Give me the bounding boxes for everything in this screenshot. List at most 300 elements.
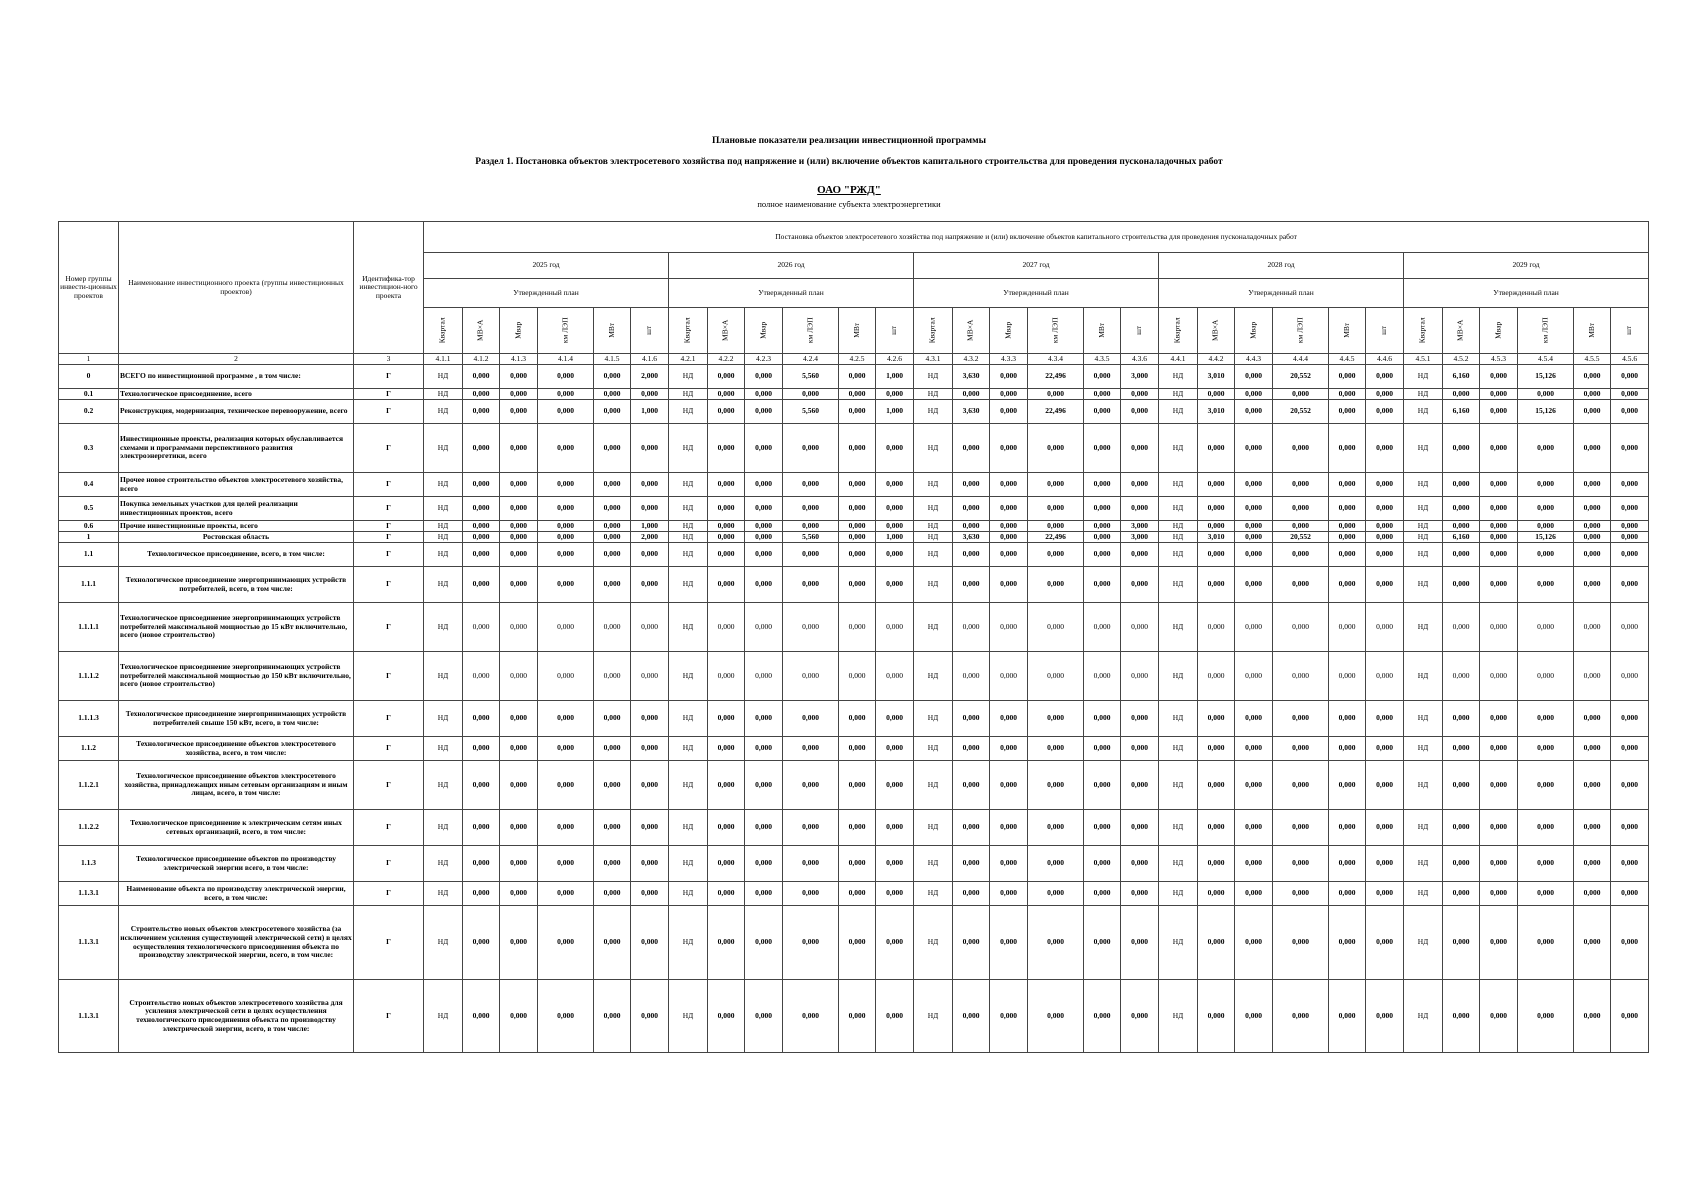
cell-quarter: НД [914, 567, 953, 603]
cell-value: 0,000 [953, 652, 990, 701]
cell-value: 0,000 [1443, 389, 1480, 400]
row-number: 1.1.1.3 [59, 701, 119, 737]
cell-value: 0,000 [1518, 652, 1574, 701]
header-unit [1518, 308, 1574, 354]
cell-value: 0,000 [876, 906, 914, 980]
column-code: 4.1.6 [631, 354, 669, 365]
header-year: 2026 год [669, 253, 914, 279]
row-identifier: Г [354, 543, 424, 567]
cell-value: 0,000 [1273, 389, 1329, 400]
cell-quarter: НД [1404, 652, 1443, 701]
cell-quarter: НД [424, 980, 463, 1053]
cell-value: 0,000 [1443, 567, 1480, 603]
cell-value: 15,126 [1518, 365, 1574, 389]
cell-value: 0,000 [594, 567, 631, 603]
cell-value: 0,000 [1028, 473, 1084, 497]
cell-value: 0,000 [1611, 497, 1649, 521]
cell-value: 0,000 [1028, 810, 1084, 846]
cell-value: 0,000 [953, 761, 990, 810]
column-code: 4.2.2 [708, 354, 745, 365]
cell-value: 0,000 [1121, 603, 1159, 652]
cell-value: 0,000 [538, 761, 594, 810]
cell-value: 0,000 [631, 652, 669, 701]
cell-value: 0,000 [708, 701, 745, 737]
cell-value: 0,000 [1235, 473, 1273, 497]
cell-value: 0,000 [1235, 761, 1273, 810]
header-year: 2028 год [1159, 253, 1404, 279]
column-code: 4.2.3 [745, 354, 783, 365]
cell-value: 0,000 [1273, 846, 1329, 882]
header-unit [631, 308, 669, 354]
cell-value: 0,000 [594, 882, 631, 906]
cell-value: 3,000 [1121, 532, 1159, 543]
cell-value: 0,000 [538, 543, 594, 567]
cell-value: 0,000 [594, 521, 631, 532]
cell-value: 0,000 [500, 701, 538, 737]
cell-value: 0,000 [538, 567, 594, 603]
row-identifier: Г [354, 365, 424, 389]
cell-value: 0,000 [463, 761, 500, 810]
cell-value: 20,552 [1273, 365, 1329, 389]
cell-value: 0,000 [745, 603, 783, 652]
column-code: 4.3.5 [1084, 354, 1121, 365]
header-unit [1273, 308, 1329, 354]
cell-value: 0,000 [463, 906, 500, 980]
cell-value: 0,000 [1443, 980, 1480, 1053]
table-row [59, 400, 1649, 424]
organization-caption: полное наименование субъекта электроэнергетики [757, 199, 941, 209]
column-index: 1 [59, 354, 119, 365]
header-plan: Утвержденный план [1159, 279, 1404, 308]
investment-plan-table [58, 221, 1649, 1053]
cell-value: 0,000 [594, 365, 631, 389]
cell-value: 0,000 [1198, 906, 1235, 980]
cell-value: 22,496 [1028, 365, 1084, 389]
cell-value: 0,000 [953, 737, 990, 761]
cell-value: 0,000 [1235, 882, 1273, 906]
cell-value: 0,000 [1084, 882, 1121, 906]
cell-value: 0,000 [1480, 810, 1518, 846]
cell-value: 0,000 [1480, 473, 1518, 497]
cell-value: 0,000 [1518, 701, 1574, 737]
cell-value: 0,000 [463, 389, 500, 400]
cell-value: 0,000 [876, 543, 914, 567]
cell-value: 0,000 [1518, 846, 1574, 882]
cell-value: 0,000 [1611, 652, 1649, 701]
cell-value: 0,000 [1480, 906, 1518, 980]
cell-value: 0,000 [1084, 980, 1121, 1053]
row-project-name: Технологическое присоединение объектов по производству электрической энергии всего, в том числе: [119, 846, 354, 882]
cell-value: 0,000 [594, 424, 631, 473]
cell-value: 0,000 [876, 761, 914, 810]
cell-value: 0,000 [1235, 701, 1273, 737]
cell-quarter: НД [1159, 532, 1198, 543]
cell-value: 0,000 [1366, 424, 1404, 473]
row-identifier: Г [354, 389, 424, 400]
cell-value: 0,000 [1480, 701, 1518, 737]
cell-quarter: НД [914, 737, 953, 761]
cell-value: 0,000 [876, 603, 914, 652]
cell-value: 0,000 [1121, 737, 1159, 761]
row-number: 1.1.1.1 [59, 603, 119, 652]
cell-value: 0,000 [1235, 543, 1273, 567]
cell-value: 0,000 [463, 473, 500, 497]
cell-value: 0,000 [1574, 497, 1611, 521]
cell-value: 0,000 [538, 400, 594, 424]
cell-value: 0,000 [1028, 980, 1084, 1053]
cell-value: 0,000 [783, 521, 839, 532]
cell-value: 0,000 [1574, 400, 1611, 424]
cell-value: 0,000 [876, 701, 914, 737]
row-identifier: Г [354, 906, 424, 980]
row-identifier: Г [354, 424, 424, 473]
header-plan: Утвержденный план [1404, 279, 1649, 308]
cell-value: 0,000 [631, 603, 669, 652]
cell-value: 0,000 [1574, 737, 1611, 761]
cell-value: 0,000 [1235, 389, 1273, 400]
cell-value: 0,000 [953, 846, 990, 882]
header-unit [594, 308, 631, 354]
row-number: 1.1.3.1 [59, 882, 119, 906]
cell-value: 3,000 [1121, 365, 1159, 389]
row-identifier: Г [354, 882, 424, 906]
cell-value: 0,000 [1028, 882, 1084, 906]
cell-value: 0,000 [500, 521, 538, 532]
cell-value: 0,000 [1235, 652, 1273, 701]
table-row [59, 521, 1649, 532]
cell-value: 0,000 [500, 652, 538, 701]
cell-value: 0,000 [1611, 532, 1649, 543]
cell-value: 0,000 [500, 473, 538, 497]
cell-value: 0,000 [1574, 543, 1611, 567]
cell-value: 0,000 [953, 497, 990, 521]
cell-quarter: НД [1159, 603, 1198, 652]
cell-value: 0,000 [1366, 365, 1404, 389]
header-unit-label: МВт [1586, 323, 1596, 338]
cell-value: 0,000 [1366, 400, 1404, 424]
cell-value: 0,000 [1121, 473, 1159, 497]
cell-value: 0,000 [1273, 701, 1329, 737]
header-unit [463, 308, 500, 354]
header-unit-label: Мвар [1248, 321, 1258, 340]
cell-value: 0,000 [1611, 389, 1649, 400]
cell-quarter: НД [424, 497, 463, 521]
cell-value: 0,000 [1273, 424, 1329, 473]
cell-value: 0,000 [463, 603, 500, 652]
cell-value: 0,000 [463, 543, 500, 567]
cell-value: 0,000 [839, 532, 876, 543]
header-unit-label: МВт [851, 323, 861, 338]
cell-value: 0,000 [1443, 846, 1480, 882]
cell-value: 0,000 [1366, 543, 1404, 567]
cell-value: 0,000 [1611, 737, 1649, 761]
cell-value: 0,000 [839, 473, 876, 497]
cell-value: 0,000 [1121, 543, 1159, 567]
cell-value: 0,000 [1084, 532, 1121, 543]
row-number: 0.1 [59, 389, 119, 400]
row-project-name: Технологическое присоединение энергопринимающих устройств потребителей, всего, в том числе: [119, 567, 354, 603]
cell-quarter: НД [1159, 980, 1198, 1053]
column-code: 4.4.1 [1159, 354, 1198, 365]
cell-quarter: НД [1404, 567, 1443, 603]
document-title: Плановые показатели реализации инвестиционной программы [711, 136, 986, 146]
cell-value: 0,000 [1028, 701, 1084, 737]
cell-value: 0,000 [839, 737, 876, 761]
header-unit-label: Мвар [1493, 321, 1503, 340]
cell-value: 0,000 [708, 906, 745, 980]
cell-value: 3,010 [1198, 365, 1235, 389]
table-row [59, 980, 1649, 1053]
cell-quarter: НД [1159, 737, 1198, 761]
cell-value: 0,000 [1084, 846, 1121, 882]
cell-value: 0,000 [631, 882, 669, 906]
cell-quarter: НД [424, 652, 463, 701]
cell-value: 0,000 [1235, 810, 1273, 846]
row-number: 1.1.3.1 [59, 906, 119, 980]
cell-value: 0,000 [990, 521, 1028, 532]
cell-value: 0,000 [876, 567, 914, 603]
cell-quarter: НД [1404, 497, 1443, 521]
cell-quarter: НД [914, 424, 953, 473]
column-code: 4.5.4 [1518, 354, 1574, 365]
cell-value: 0,000 [783, 810, 839, 846]
table-row [59, 810, 1649, 846]
row-project-name: Технологическое присоединение энергопринимающих устройств потребителей максимальной мощностью до 150 кВт включительно, всего (новое строительство) [119, 652, 354, 701]
cell-value: 0,000 [1480, 603, 1518, 652]
cell-value: 0,000 [1611, 473, 1649, 497]
header-unit-label: Мвар [758, 321, 768, 340]
cell-value: 0,000 [1574, 567, 1611, 603]
row-project-name: Реконструкция, модернизация, техническое перевооружение, всего [119, 400, 354, 424]
cell-value: 0,000 [708, 882, 745, 906]
cell-value: 0,000 [745, 567, 783, 603]
cell-quarter: НД [1159, 497, 1198, 521]
cell-value: 0,000 [538, 701, 594, 737]
cell-value: 0,000 [708, 473, 745, 497]
cell-value: 0,000 [463, 737, 500, 761]
cell-value: 0,000 [1235, 567, 1273, 603]
cell-value: 0,000 [463, 701, 500, 737]
cell-quarter: НД [1404, 603, 1443, 652]
row-number: 1.1.2.2 [59, 810, 119, 846]
table-row [59, 532, 1649, 543]
cell-value: 0,000 [538, 846, 594, 882]
row-identifier: Г [354, 810, 424, 846]
cell-quarter: НД [1404, 424, 1443, 473]
cell-value: 0,000 [1518, 389, 1574, 400]
cell-value: 0,000 [1198, 761, 1235, 810]
cell-value: 0,000 [876, 810, 914, 846]
header-unit [953, 308, 990, 354]
cell-value: 0,000 [708, 846, 745, 882]
cell-value: 0,000 [708, 737, 745, 761]
cell-value: 0,000 [1084, 473, 1121, 497]
cell-value: 0,000 [1443, 761, 1480, 810]
header-unit [876, 308, 914, 354]
cell-value: 0,000 [708, 365, 745, 389]
cell-value: 1,000 [876, 365, 914, 389]
cell-quarter: НД [914, 532, 953, 543]
row-number: 1.1.2 [59, 737, 119, 761]
cell-value: 0,000 [463, 567, 500, 603]
cell-value: 0,000 [990, 980, 1028, 1053]
cell-value: 0,000 [708, 543, 745, 567]
cell-value: 0,000 [1366, 906, 1404, 980]
row-identifier: Г [354, 737, 424, 761]
cell-value: 0,000 [594, 906, 631, 980]
cell-value: 0,000 [1574, 389, 1611, 400]
cell-value: 0,000 [1121, 497, 1159, 521]
cell-value: 0,000 [839, 543, 876, 567]
cell-value: 0,000 [1574, 652, 1611, 701]
cell-value: 0,000 [631, 737, 669, 761]
cell-value: 0,000 [631, 567, 669, 603]
header-unit-label: МВт [1096, 323, 1106, 338]
cell-value: 0,000 [1366, 521, 1404, 532]
cell-quarter: НД [914, 389, 953, 400]
cell-value: 0,000 [1084, 603, 1121, 652]
cell-quarter: НД [1159, 400, 1198, 424]
cell-value: 0,000 [1273, 980, 1329, 1053]
cell-value: 0,000 [594, 810, 631, 846]
cell-value: 0,000 [745, 497, 783, 521]
table-row [59, 473, 1649, 497]
cell-value: 0,000 [1273, 543, 1329, 567]
cell-value: 0,000 [839, 424, 876, 473]
cell-value: 0,000 [1366, 737, 1404, 761]
header-unit [1235, 308, 1273, 354]
cell-value: 0,000 [990, 810, 1028, 846]
cell-value: 0,000 [500, 365, 538, 389]
cell-value: 0,000 [500, 424, 538, 473]
cell-value: 0,000 [708, 532, 745, 543]
cell-value: 0,000 [1121, 761, 1159, 810]
cell-value: 0,000 [1028, 603, 1084, 652]
cell-value: 0,000 [1273, 567, 1329, 603]
header-unit-label: Мвар [1003, 321, 1013, 340]
cell-value: 0,000 [594, 497, 631, 521]
cell-value: 0,000 [1198, 980, 1235, 1053]
cell-value: 0,000 [463, 810, 500, 846]
cell-quarter: НД [669, 882, 708, 906]
cell-value: 0,000 [839, 567, 876, 603]
cell-value: 0,000 [500, 906, 538, 980]
cell-value: 0,000 [708, 567, 745, 603]
cell-quarter: НД [914, 846, 953, 882]
cell-value: 0,000 [839, 603, 876, 652]
column-code: 4.1.3 [500, 354, 538, 365]
cell-value: 0,000 [745, 389, 783, 400]
cell-value: 0,000 [839, 980, 876, 1053]
cell-quarter: НД [914, 521, 953, 532]
cell-value: 0,000 [594, 846, 631, 882]
cell-quarter: НД [424, 761, 463, 810]
column-code: 4.2.6 [876, 354, 914, 365]
column-code: 4.1.5 [594, 354, 631, 365]
cell-value: 0,000 [990, 497, 1028, 521]
cell-quarter: НД [1159, 365, 1198, 389]
row-identifier: Г [354, 497, 424, 521]
cell-value: 0,000 [1480, 737, 1518, 761]
cell-value: 0,000 [538, 365, 594, 389]
cell-quarter: НД [669, 737, 708, 761]
column-code: 4.1.4 [538, 354, 594, 365]
cell-quarter: НД [424, 389, 463, 400]
cell-value: 0,000 [876, 846, 914, 882]
cell-value: 0,000 [745, 701, 783, 737]
cell-value: 0,000 [745, 424, 783, 473]
cell-quarter: НД [1159, 424, 1198, 473]
cell-value: 0,000 [538, 810, 594, 846]
column-code: 4.2.1 [669, 354, 708, 365]
cell-value: 0,000 [1198, 567, 1235, 603]
cell-value: 0,000 [953, 882, 990, 906]
cell-value: 0,000 [745, 473, 783, 497]
cell-value: 0,000 [990, 882, 1028, 906]
cell-value: 0,000 [990, 906, 1028, 980]
cell-value: 0,000 [839, 701, 876, 737]
cell-value: 0,000 [745, 365, 783, 389]
header-unit-label: МВ×А [1455, 319, 1465, 342]
cell-value: 0,000 [1611, 906, 1649, 980]
cell-value: 0,000 [1518, 603, 1574, 652]
header-unit [538, 308, 594, 354]
table-row [59, 882, 1649, 906]
row-project-name: Технологическое присоединение к электрическим сетям иных сетевых организаций, всего, в том числе: [119, 810, 354, 846]
cell-value: 0,000 [876, 882, 914, 906]
row-number: 1.1 [59, 543, 119, 567]
cell-value: 0,000 [1443, 701, 1480, 737]
section-title: Раздел 1. Постановка объектов электросетевого хозяйства под напряжение и (или) включение объектов капитального строительства для проведения пусконаладочных работ [475, 157, 1223, 167]
cell-value: 0,000 [631, 473, 669, 497]
cell-value: 0,000 [1443, 521, 1480, 532]
cell-value: 0,000 [594, 701, 631, 737]
header-unit [708, 308, 745, 354]
cell-value: 0,000 [1443, 652, 1480, 701]
cell-value: 0,000 [1329, 400, 1366, 424]
cell-value: 0,000 [783, 737, 839, 761]
row-project-name: Технологическое присоединение объектов электросетевого хозяйства, всего, в том числе: [119, 737, 354, 761]
cell-value: 0,000 [745, 400, 783, 424]
cell-quarter: НД [669, 543, 708, 567]
row-project-name: Ростовская область [119, 532, 354, 543]
cell-value: 0,000 [500, 810, 538, 846]
header-unit-label: МВт [606, 323, 616, 338]
cell-value: 0,000 [1273, 521, 1329, 532]
cell-value: 0,000 [1611, 882, 1649, 906]
table-row [59, 906, 1649, 980]
cell-value: 0,000 [1518, 424, 1574, 473]
cell-value: 0,000 [594, 400, 631, 424]
cell-value: 0,000 [839, 521, 876, 532]
cell-value: 0,000 [1121, 389, 1159, 400]
cell-value: 0,000 [1366, 810, 1404, 846]
cell-value: 0,000 [1198, 652, 1235, 701]
cell-value: 0,000 [1480, 400, 1518, 424]
header-unit [745, 308, 783, 354]
header-unit-label: шт [644, 325, 654, 336]
cell-value: 3,000 [1121, 521, 1159, 532]
row-identifier: Г [354, 761, 424, 810]
row-identifier: Г [354, 603, 424, 652]
cell-quarter: НД [1159, 761, 1198, 810]
cell-quarter: НД [669, 424, 708, 473]
row-number: 1.1.1 [59, 567, 119, 603]
cell-quarter: НД [1159, 906, 1198, 980]
header-unit [1159, 308, 1198, 354]
cell-value: 0,000 [1084, 906, 1121, 980]
cell-value: 0,000 [1084, 737, 1121, 761]
